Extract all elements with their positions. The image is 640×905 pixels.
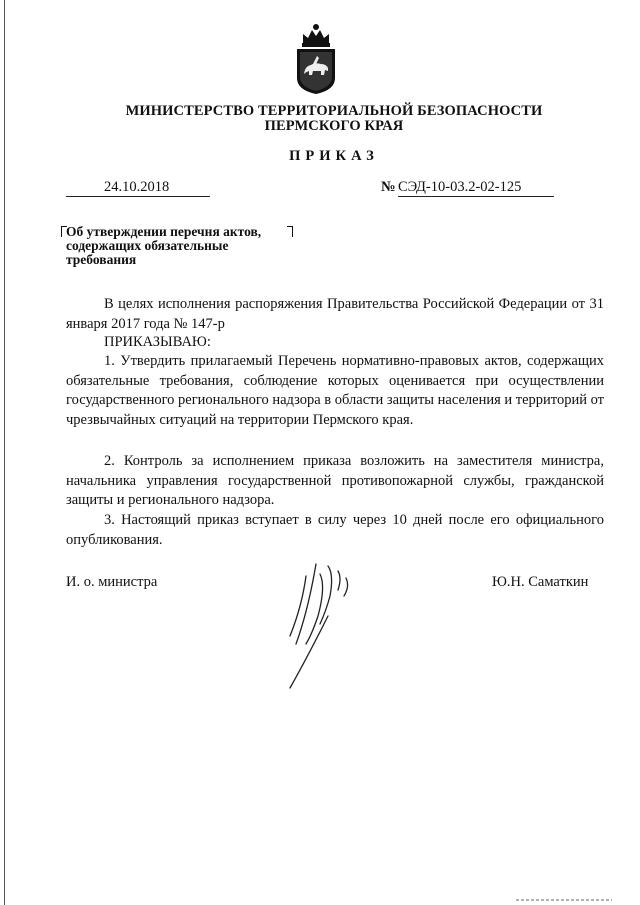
- signer-title: И. о. министра: [66, 574, 158, 590]
- scan-footer-artifact: [516, 898, 612, 902]
- order-item-1: 1. Утвердить прилагаемый Перечень нормативно-правовых актов, содержащих обязательные требования, соблюдение которых оценивается при осуществлении государственного регионального надзора в области защиты населения и территорий от чрезвычайных ситуаций на территории Пермского края.: [66, 353, 604, 428]
- document-type: ПРИКАЗ: [289, 148, 379, 164]
- handwritten-signature-icon: [268, 556, 368, 691]
- number-sign: №: [381, 179, 396, 195]
- order-item-2: 2. Контроль за исполнением приказа возложить на заместителя министра, начальника управления государственной противопожарной службы, гражданской защиты и регионального надзора.: [66, 453, 604, 508]
- subject-line: Об утверждении перечня актов,: [66, 224, 262, 239]
- document-subject: [66, 225, 326, 267]
- ministry-name-line2: ПЕРМСКОГО КРАЯ: [264, 118, 404, 134]
- subject-line: требования: [66, 252, 137, 267]
- scan-edge-line: [4, 0, 5, 905]
- document-date: 24.10.2018: [104, 179, 170, 195]
- document-number: СЭД-10-03.2-02-125: [398, 179, 522, 195]
- signer-name: Ю.Н. Саматкин: [492, 574, 589, 590]
- perm-krai-coat-of-arms-icon: [291, 22, 341, 96]
- subject-line: содержащих обязательные: [66, 238, 229, 253]
- decree-word: ПРИКАЗЫВАЮ:: [104, 334, 211, 350]
- ministry-name-line1: МИНИСТЕРСТВО ТЕРРИТОРИАЛЬНОЙ БЕЗОПАСНОСТИ: [125, 103, 543, 119]
- order-item-3: 3. Настоящий приказ вступает в силу через 10 дней после его официального опубликования.: [66, 512, 604, 548]
- preamble-paragraph: В целях исполнения распоряжения Правительства Российской Федерации от 31 января 2017 года № 147-р: [66, 296, 604, 332]
